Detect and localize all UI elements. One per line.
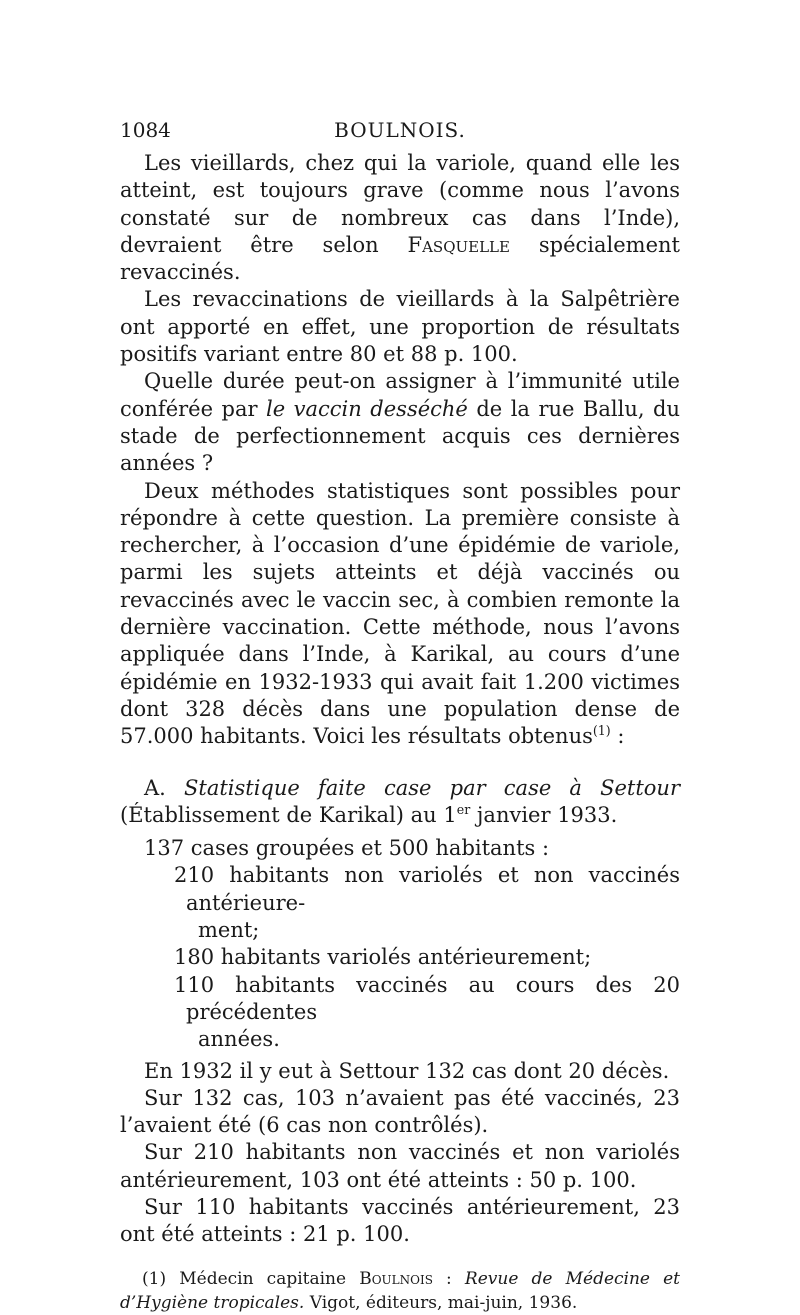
- result-paragraph: En 1932 il y eut à Settour 132 cas dont 20 décès.: [144, 1058, 670, 1083]
- section-title-rest: (Établissement de Karikal) au 1: [120, 802, 457, 827]
- paragraph-methods: [120, 478, 680, 751]
- ordinal-suffix: er: [456, 801, 471, 817]
- section-title-rest: janvier 1933.: [470, 802, 618, 827]
- paragraph-text: Quelle durée peut-on assigner à l’immunité utile conférée par: [120, 369, 680, 421]
- page-body: [120, 150, 680, 1315]
- list-item: [120, 862, 680, 944]
- footnote-author: Boulnois: [359, 1268, 433, 1289]
- footnote-mark: (1): [142, 1268, 167, 1289]
- result-paragraph: Sur 110 habitants vaccinés antérieurement, 23 ont été atteints : 21 p. 100.: [120, 1194, 680, 1247]
- list-item: [120, 972, 680, 1054]
- page-number: 1084: [120, 118, 171, 142]
- paragraph-elderly-revaccination: [120, 150, 680, 286]
- vaccine-name-emphasis: le vaccin desséché: [266, 396, 468, 421]
- footnote-text: Médecin capitaine: [166, 1268, 360, 1289]
- section-a-heading: [120, 775, 680, 830]
- paragraph-salpetriere: Les revaccinations de vieillards à la Salpêtrière ont apporté en effet, une proportion de résultats positifs variant entre 80 et 88 p. 100.: [120, 287, 680, 367]
- result-paragraph: Sur 132 cas, 103 n’avaient pas été vaccinés, 23 l’avaient été (6 cas non contrôlés).: [120, 1085, 680, 1138]
- list-item-text: 210 habitants non variolés et non vaccinés antérieure-: [174, 863, 680, 915]
- paragraph-text: Deux méthodes statistiques sont possibles pour répondre à cette question. La première consiste à rechercher, à l’occasion d’une épidémie de variole, parmi les sujets atteints et déjà vaccinés ou revaccinés avec le vaccin sec, à combien remonte la dernière vaccination. Cette méthode, nous l’avons appliquée dans l’Inde, à Karikal, au cours d’une épidémie en 1932-1933 qui avait fait 1.200 victimes dont 328 décès dans une population dense de 57.000 habitants. Voici les résultats obtenus: [120, 478, 680, 749]
- list-item-continuation: ment;: [198, 918, 260, 943]
- footnote-text: Vigot, éditeurs, mai-juin, 1936.: [304, 1292, 578, 1313]
- paragraph-text: spécialement revaccinés.: [120, 232, 680, 285]
- list-item: [120, 944, 680, 971]
- paragraph-immunity-question: [120, 368, 680, 477]
- running-title: BOULNOIS.: [334, 118, 466, 142]
- list-item-continuation: années.: [198, 1027, 280, 1052]
- author-name-fasquelle: Fasquelle: [407, 232, 510, 257]
- paragraph-text: :: [610, 724, 625, 749]
- section-label: A.: [144, 775, 184, 800]
- page-header: [120, 118, 680, 148]
- list-item-text: 180 habitants variolés antérieurement;: [174, 945, 592, 970]
- footnote-text: :: [432, 1268, 465, 1289]
- result-paragraph: Sur 210 habitants non vaccinés et non variolés antérieurement, 103 ont été atteints : 50 p. 100.: [120, 1140, 680, 1192]
- footnote-reference[interactable]: (1): [592, 723, 611, 739]
- paragraph-text: de la rue Ballu, du stade de perfectionnement acquis ces dernières années ?: [120, 396, 680, 476]
- paragraph-text: Les vieillards, chez qui la variole, quand elle les atteint, est toujours grave (comme nous l’avons constaté sur de nombreux cas dans l’Inde), devraient être selon: [120, 151, 680, 257]
- list-intro: 137 cases groupées et 500 habitants :: [144, 836, 550, 861]
- list-item-text: 110 habitants vaccinés au cours des 20 précédentes: [174, 972, 680, 1024]
- footnote-journal: Revue de Médecine et d’Hygiène tropicales.: [120, 1268, 680, 1313]
- footnote: [120, 1267, 680, 1315]
- section-title: Statistique faite case par case à Settour: [184, 775, 680, 800]
